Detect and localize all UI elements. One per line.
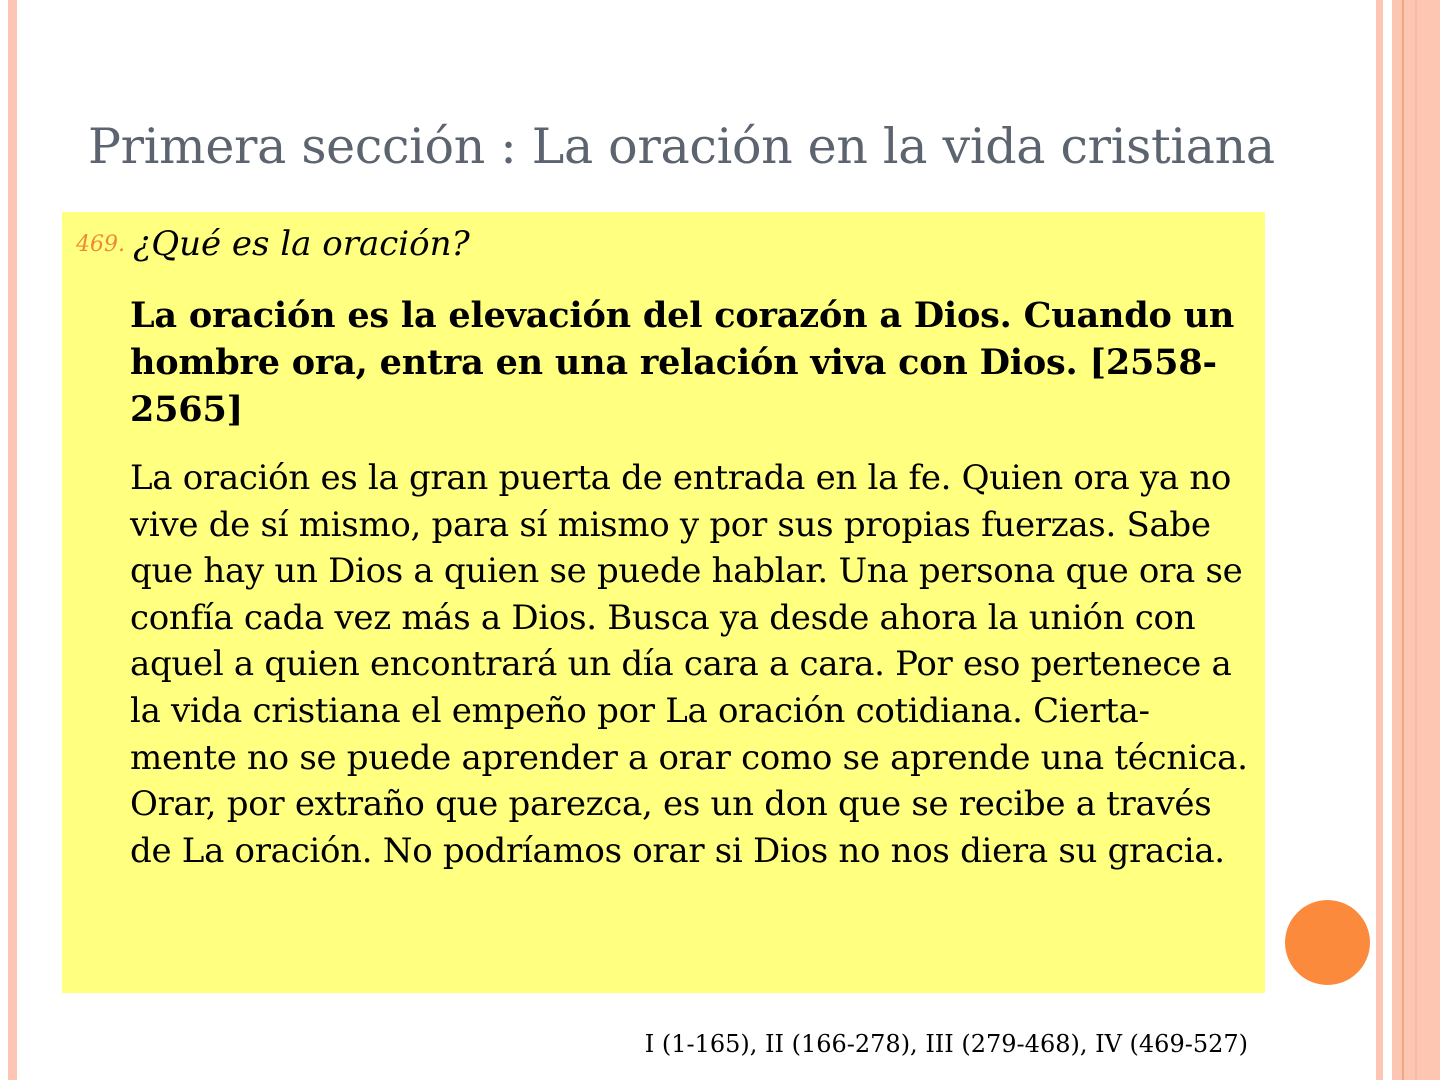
question-text: ¿Qué es la oración? (133, 224, 470, 264)
slide-title: Primera sección : La oración en la vida cristiana (88, 118, 1275, 175)
explanation-text: La oración es la gran puerta de entrada en la fe. Quien ora ya no vive de sí mismo, para sí mismo y por sus propias fuerzas. Sabe que hay un Dios a quien se puede hablar. Una persona que ora se confía cada vez más a Dios. Busca ya desde ahora la unión con aquel a quien encontrará un día cara a cara. Por eso pertenece a la vida cristiana el empeño por La oración cotidiana. Cierta-mente no se puede aprender a orar como se aprende una técnica. Orar, por extraño que parezca, es un don que se recibe a través de La oración. No podríamos orar si Dios no nos diera su gracia. (130, 458, 1248, 871)
right-border-stripe (1376, 0, 1383, 1080)
answer-text: La oración es la elevación del corazón a Dios. Cuando un hombre ora, entra en una relación viva con Dios. [2558-2565] (130, 295, 1235, 430)
right-border-line (1415, 0, 1417, 1080)
orange-circle-decoration (1285, 900, 1370, 985)
right-border-line (1402, 0, 1404, 1080)
question-number: 469. (76, 232, 125, 257)
footer-sections: I (1-165), II (166-278), III (279-468), IV (469-527) (644, 1030, 1248, 1058)
left-border-decoration (8, 0, 17, 1080)
